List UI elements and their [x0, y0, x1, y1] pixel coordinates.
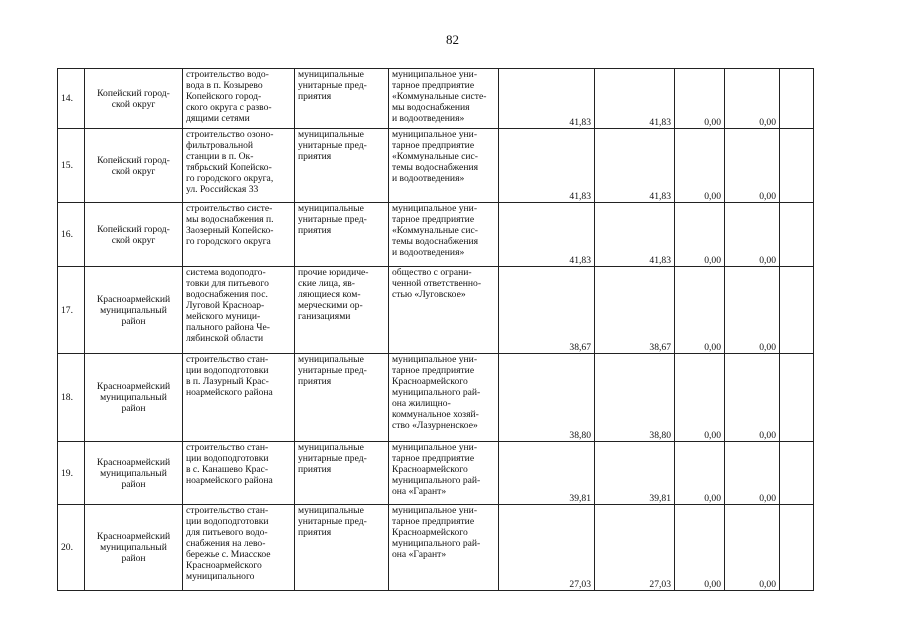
table-row — [58, 354, 814, 442]
value-cell-2-text: 38,80 — [649, 430, 671, 441]
row-number-text: 15. — [61, 160, 73, 171]
value-cell-4-text: 0,00 — [759, 191, 776, 202]
municipality-cell-text: Копейский город- ской округ — [97, 154, 170, 177]
value-cell-2 — [595, 442, 675, 505]
operator-cell-text: муниципальное уни- тарное предприятие Красноармейского муниципального рай- она жилищно- коммунальное хозяй- ство «Лазурненское» — [392, 354, 481, 431]
value-cell-4-text: 0,00 — [759, 430, 776, 441]
value-cell-4-text: 0,00 — [759, 117, 776, 128]
row-number-text: 18. — [61, 392, 73, 403]
value-cell-1 — [499, 69, 595, 129]
operator-cell — [389, 442, 499, 505]
municipality-cell — [85, 505, 183, 591]
object-description-cell-text: строительство водо- вода в п. Козырево Копейского город- ского округа с разво- дящими сетями — [186, 69, 272, 124]
municipality-cell-text: Копейский город- ской округ — [97, 223, 170, 246]
operator-cell — [389, 354, 499, 442]
owner-type-cell — [295, 203, 389, 267]
value-cell-3-text: 0,00 — [704, 493, 721, 504]
operator-cell — [389, 505, 499, 591]
object-description-cell — [183, 203, 295, 267]
value-cell-1-text: 38,67 — [569, 342, 591, 353]
row-number — [58, 69, 85, 129]
value-cell-3-text: 0,00 — [704, 430, 721, 441]
empty-cell — [780, 129, 814, 203]
owner-type-cell — [295, 354, 389, 442]
value-cell-1-text: 41,83 — [569, 255, 591, 266]
value-cell-1 — [499, 203, 595, 267]
municipality-cell-text: Красноармейский муниципальный район — [96, 531, 171, 564]
owner-type-cell — [295, 129, 389, 203]
municipality-cell — [85, 267, 183, 354]
value-cell-2 — [595, 354, 675, 442]
operator-cell-text: муниципальное уни- тарное предприятие Красноармейского муниципального рай- она «Гарант» — [392, 505, 481, 560]
value-cell-4-text: 0,00 — [759, 342, 776, 353]
object-description-cell-text: строительство систе- мы водоснабжения п. Заозерный Копейско- го городского округа — [186, 203, 274, 247]
value-cell-1 — [499, 505, 595, 591]
owner-type-cell-text: муниципальные унитарные пред- приятия — [298, 129, 367, 162]
value-cell-2 — [595, 267, 675, 354]
value-cell-4 — [725, 267, 780, 354]
owner-type-cell — [295, 69, 389, 129]
owner-type-cell — [295, 442, 389, 505]
table-row — [58, 442, 814, 505]
table-row — [58, 129, 814, 203]
municipality-cell — [85, 354, 183, 442]
operator-cell — [389, 267, 499, 354]
value-cell-4 — [725, 354, 780, 442]
empty-cell — [780, 354, 814, 442]
value-cell-2-text: 41,83 — [649, 191, 671, 202]
value-cell-4-text: 0,00 — [759, 255, 776, 266]
value-cell-1 — [499, 267, 595, 354]
value-cell-3 — [675, 129, 725, 203]
operator-cell-text: общество с ограни- ченной ответственно- стью «Луговское» — [392, 267, 482, 300]
object-description-cell — [183, 267, 295, 354]
table-row — [58, 505, 814, 591]
value-cell-2 — [595, 203, 675, 267]
value-cell-1 — [499, 354, 595, 442]
municipality-cell-text: Красноармейский муниципальный район — [96, 381, 171, 414]
object-description-cell — [183, 129, 295, 203]
value-cell-3-text: 0,00 — [704, 342, 721, 353]
value-cell-3-text: 0,00 — [704, 255, 721, 266]
value-cell-1-text: 39,81 — [569, 493, 591, 504]
value-cell-1 — [499, 442, 595, 505]
municipality-cell — [85, 203, 183, 267]
object-description-cell — [183, 442, 295, 505]
value-cell-2-text: 41,83 — [649, 255, 671, 266]
value-cell-1-text: 38,80 — [569, 430, 591, 441]
operator-cell — [389, 129, 499, 203]
value-cell-4 — [725, 442, 780, 505]
row-number — [58, 354, 85, 442]
operator-cell-text: муниципальное уни- тарное предприятие «Коммунальные сис- темы водоснабжения и водоотведения» — [392, 203, 479, 258]
value-cell-3-text: 0,00 — [704, 191, 721, 202]
value-cell-2-text: 27,03 — [649, 579, 671, 590]
object-description-cell-text: строительство стан- ции водоподготовки в п. Лазурный Крас- ноармейского района — [186, 354, 273, 398]
object-description-cell-text: строительство стан- ции водоподготовки в с. Канашево Крас- ноармейского района — [186, 442, 273, 486]
value-cell-4-text: 0,00 — [759, 493, 776, 504]
operator-cell — [389, 69, 499, 129]
municipality-cell — [85, 129, 183, 203]
row-number-text: 19. — [61, 467, 73, 479]
value-cell-1 — [499, 129, 595, 203]
row-number-text: 17. — [61, 304, 73, 316]
owner-type-cell-text: муниципальные унитарные пред- приятия — [298, 69, 367, 102]
owner-type-cell-text: муниципальные унитарные пред- приятия — [298, 505, 367, 538]
empty-cell — [780, 203, 814, 267]
owner-type-cell-text: прочие юридиче- ские лица, яв- ляющиеся ком- мерческими ор- ганизациями — [298, 267, 369, 322]
owner-type-cell-text: муниципальные унитарные пред- приятия — [298, 203, 367, 236]
value-cell-4 — [725, 129, 780, 203]
value-cell-3 — [675, 442, 725, 505]
value-cell-3 — [675, 267, 725, 354]
value-cell-2-text: 39,81 — [649, 493, 671, 504]
owner-type-cell-text: муниципальные унитарные пред- приятия — [298, 354, 367, 387]
municipality-cell — [85, 69, 183, 129]
object-description-cell — [183, 69, 295, 129]
object-description-cell-text: система водоподго- товки для питьевого водоснабжения пос. Луговой Красноар- мейского муници- пального района Че- лябинской области — [186, 267, 270, 344]
owner-type-cell — [295, 505, 389, 591]
object-description-cell-text: строительство стан- ции водоподготовки для питьевого водо- снабжения на лево- бережье с. Миасское Красноармейского муниципального — [186, 505, 271, 582]
value-cell-1-text: 41,83 — [569, 117, 591, 128]
municipality-cell-text: Красноармейский муниципальный район — [96, 456, 171, 490]
page-number: 82 — [446, 32, 459, 47]
value-cell-4-text: 0,00 — [759, 579, 776, 590]
municipality-cell — [85, 442, 183, 505]
empty-cell — [780, 505, 814, 591]
operator-cell-text: муниципальное уни- тарное предприятие «Коммунальные сис- темы водоснабжения и водоотведения» — [392, 129, 479, 184]
table-row — [58, 203, 814, 267]
value-cell-2-text: 38,67 — [649, 342, 671, 353]
operator-cell-text: муниципальное уни- тарное предприятие Красноармейского муниципального рай- она «Гарант» — [392, 442, 481, 497]
row-number-text: 20. — [61, 542, 73, 553]
value-cell-3 — [675, 505, 725, 591]
municipality-cell-text: Копейский город- ской округ — [97, 87, 170, 110]
row-number — [58, 442, 85, 505]
value-cell-3 — [675, 354, 725, 442]
row-number-text: 16. — [61, 229, 73, 240]
table-row — [58, 267, 814, 354]
object-description-cell — [183, 354, 295, 442]
value-cell-3 — [675, 203, 725, 267]
value-cell-2 — [595, 129, 675, 203]
value-cell-4 — [725, 505, 780, 591]
object-description-cell-text: строительство озоно- фильтровальной станции в п. Ок- тябрьский Копейско- го городского округа, ул. Российская 33 — [186, 129, 274, 195]
data-table — [57, 68, 814, 591]
value-cell-1-text: 27,03 — [569, 579, 591, 590]
object-description-cell — [183, 505, 295, 591]
value-cell-3-text: 0,00 — [704, 579, 721, 590]
value-cell-1-text: 41,83 — [569, 191, 591, 202]
municipality-cell-text: Красноармейский муниципальный район — [96, 293, 171, 327]
owner-type-cell — [295, 267, 389, 354]
owner-type-cell-text: муниципальные унитарные пред- приятия — [298, 442, 367, 475]
value-cell-2 — [595, 69, 675, 129]
row-number-text: 14. — [61, 93, 73, 104]
empty-cell — [780, 442, 814, 505]
table-row — [58, 69, 814, 129]
value-cell-4 — [725, 69, 780, 129]
row-number — [58, 129, 85, 203]
value-cell-2 — [595, 505, 675, 591]
value-cell-3 — [675, 69, 725, 129]
empty-cell — [780, 69, 814, 129]
operator-cell-text: муниципальное уни- тарное предприятие «Коммунальные систе- мы водоснабжения и водоотведения» — [392, 69, 487, 124]
value-cell-3-text: 0,00 — [704, 117, 721, 128]
row-number — [58, 505, 85, 591]
row-number — [58, 267, 85, 354]
row-number — [58, 203, 85, 267]
empty-cell — [780, 267, 814, 354]
value-cell-2-text: 41,83 — [649, 117, 671, 128]
operator-cell — [389, 203, 499, 267]
value-cell-4 — [725, 203, 780, 267]
